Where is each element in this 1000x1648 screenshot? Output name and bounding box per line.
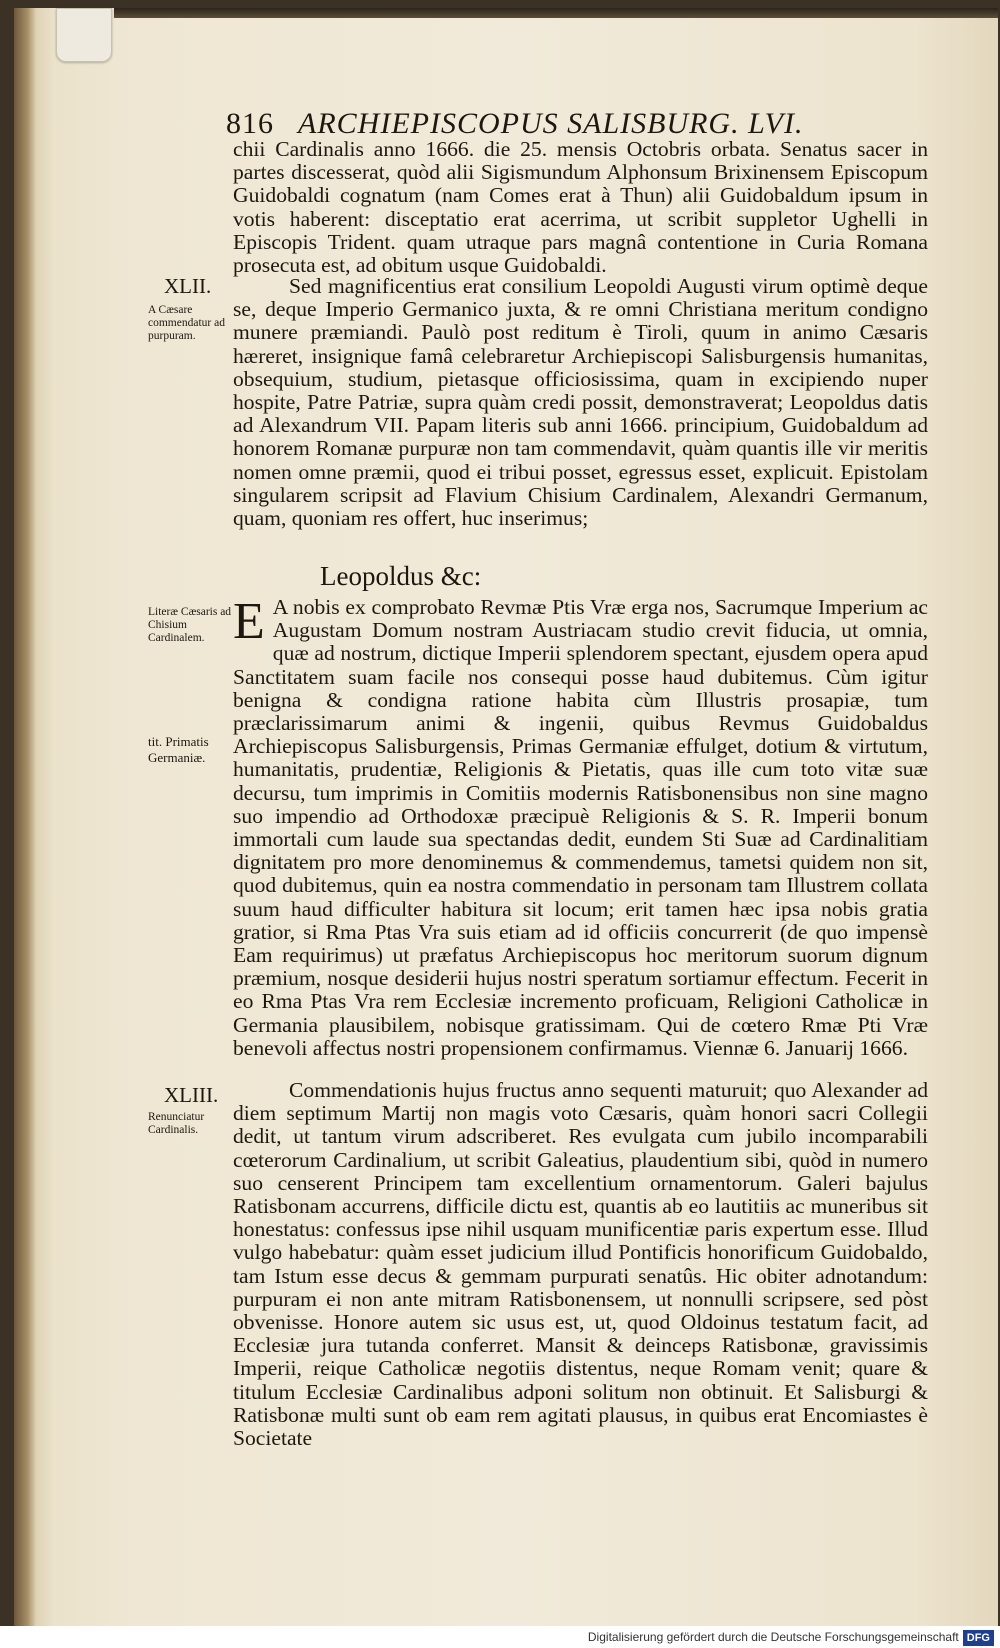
paragraph-3 [233,1079,928,1450]
margin-note-xlii: A Cæsare commendatur ad purpuram. [148,304,225,342]
book-spine-shadow [14,8,36,1626]
paragraph-3-text: Commendationis hujus fructus anno sequenti maturuit; quo Alexander ad diem septimum Martij non magis voto Cæsaris, quàm honori sacri Collegii dedit, ut tantum virum adscriberet. Res evulgata cum jubilo incomparabili cœterorum Cardinalium, ut scribit Galeatius, plaudentium sibi, quòd in numero suo censerent Principem tam excellentium ornamentorum. Galeri bajulus Ratisbonam accurrens, difficile dictu est, quantis ab eo lautitiis ac muneribus sit honestatus: confessus ipse nihil usquam munificentiæ paris expertum esse. Illud vulgo habebatur: quàm esset judicium illud Pontificis honorificum Guidobaldo, tam Istum esse decus & gemmam purpurati senatûs. Hic obiter adnotandum: purpuram ei non ante mitram Ratisbonensem, ut nonnulli scripsere, sed pòst obvenisse. Honore autem sic usus est, ut, quod Oldoinus testatum facit, ad Ecclesiæ jura tutanda conferret. Mansit & deinceps Ratisbonæ, gravissimis Imperii, reique Catholicæ negotiis distentus, neque Romam venit; quare & titulum Ecclesiæ Cardinalibus adponi solitum non obtinuit. Et Salisburgi & Ratisbonæ multi sunt ob eam rem agitati plausus, in quibus erat Encomiastes è Societate [233,1078,928,1451]
letter-salutation: Leopoldus &c: [320,561,482,591]
paragraph-1-text: chii Cardinalis anno 1666. die 25. mensis Octobris orbata. Senatus sacer in partes discesserat, quòd alii Sigismundum Alphonsum Brixinensem Episcopum Guidobaldi cognatum (nam Comes erat à Thun) alii Guidobaldum ipsum in votis haberent: disceptatio erat acerrima, ut scribit suppletor Ughelli in Episcopis Trident. quam utraque pars magnâ contentione in Curia Romana prosecuta est, ad obitum usque Guidobaldi. [233,137,928,278]
paragraph-2 [233,275,928,530]
footer-credit: Digitalisierung gefördert durch die Deutsche Forschungsgemeinschaft [587,1630,959,1644]
top-edge-shadow [114,8,998,18]
margin-note-xliii: Renunciatur Cardinalis. [148,1111,205,1136]
letter-body [233,593,928,1060]
letter-text: A nobis ex comprobato Revmæ Ptis Vræ erga nos, Sacrumque Imperium ac Augustam Domum nostram Austriacam studio crevit fiducia, ut omnia, quæ ad nostrum, dictique Imperii splendorem spectant, ejusdem opera apud Sanctitatem suam facile nos consequi posse haud dubitemus. Cùm igitur benigna & condigna ratione habita cùm Illustris prosapiæ, tum præclarissimarum animi & ingenii, quibus Revmus Guidobaldus Archiepiscopus Salisburgensis, Primas Germaniæ effulget, dotium & virtutum, humanitatis, prudentiæ, Religionis & Pietatis, quas ille cum toto vitæ suæ decursu, tum imprimis in Comitiis modernis Ratisbonensibus non sine magno suo impendio ad Orthodoxæ præcipuè Religionis & S. R. Imperii bonum immortali cum laude sua spectandas dedit, eundem Sti Suæ ad Cardinalitiam dignitatem pro more denominemus & commendemus, tametsi quidem non sit, quod dubitemus, quin ea nostra commendatio in personam tam Illustrem collata suum haud difficulter habitura sit locum; erit tamen hæc ipsa nobis gratia gratior, si Rma Ptas Vra suis etiam ad id officiis concurrerit (de quo impensè Eam requirimus) ut præfatus Archiepiscopus hoc meritorum suorum dignum præmium, nosque desiderii hujus nostri speratum sortiamur effectum. Fecerit in eo Rma Ptas Vra rem Ecclesiæ incremento proficuam, Religioni Catholicæ in Germania plausibilem, nobisque gratissimam. Qui de cœtero Rmæ Pti Vræ benevoli affectus nostri propensionem confirmamus. Viennæ 6. Januarij 1666. [233,595,928,1060]
dfg-logo: DFG [963,1630,994,1646]
digitization-footer [0,1626,1000,1648]
paragraph-1 [233,138,928,277]
book-page [14,8,998,1626]
margin-note-letter: Literæ Cæsaris ad Chisium Cardinalem. [148,606,232,644]
section-number-xliii: XLIII. [164,1083,219,1107]
page-tab-marker [56,8,112,62]
paragraph-2-text: Sed magnificentius erat consilium Leopoldi Augusti virum optimè deque se, deque Imperio Germanico juxta, & re omni Christiana meritum condigno munere præmiandi. Paulò post reditum è Tiroli, quum in animo Cæsaris hæreret, insignique famâ celebraretur Archiepiscopi Salisburgensis humanitas, obsequium, studium, pietasque officiosissima, quam in excipiendo nuper hospite, Patre Patriæ, supra quàm credi possit, demonstraverat; Leopoldus datis ad Alexandrum VII. Papam literis sub anni 1666. principium, Guidobaldum ad honorem Romanæ purpuræ non tam commendavit, quàm quantis ille vir meritis nomen omne præmii, quod ei tribui posset, egressus esset, explicuit. Epistolam singularem scripsit ad Flavium Chisium Cardinalem, Alexandri Germanum, quam, quoniam res offert, huc inserimus; [233,274,928,531]
letter-initial: E [233,593,265,650]
running-title: ARCHIEPISCOPUS SALISBURG. LVI. [298,107,804,140]
section-number-xlii: XLII. [164,274,212,298]
margin-note-primas: tit. Primatis Germaniæ. [148,734,209,765]
page-number: 816 [226,107,274,140]
